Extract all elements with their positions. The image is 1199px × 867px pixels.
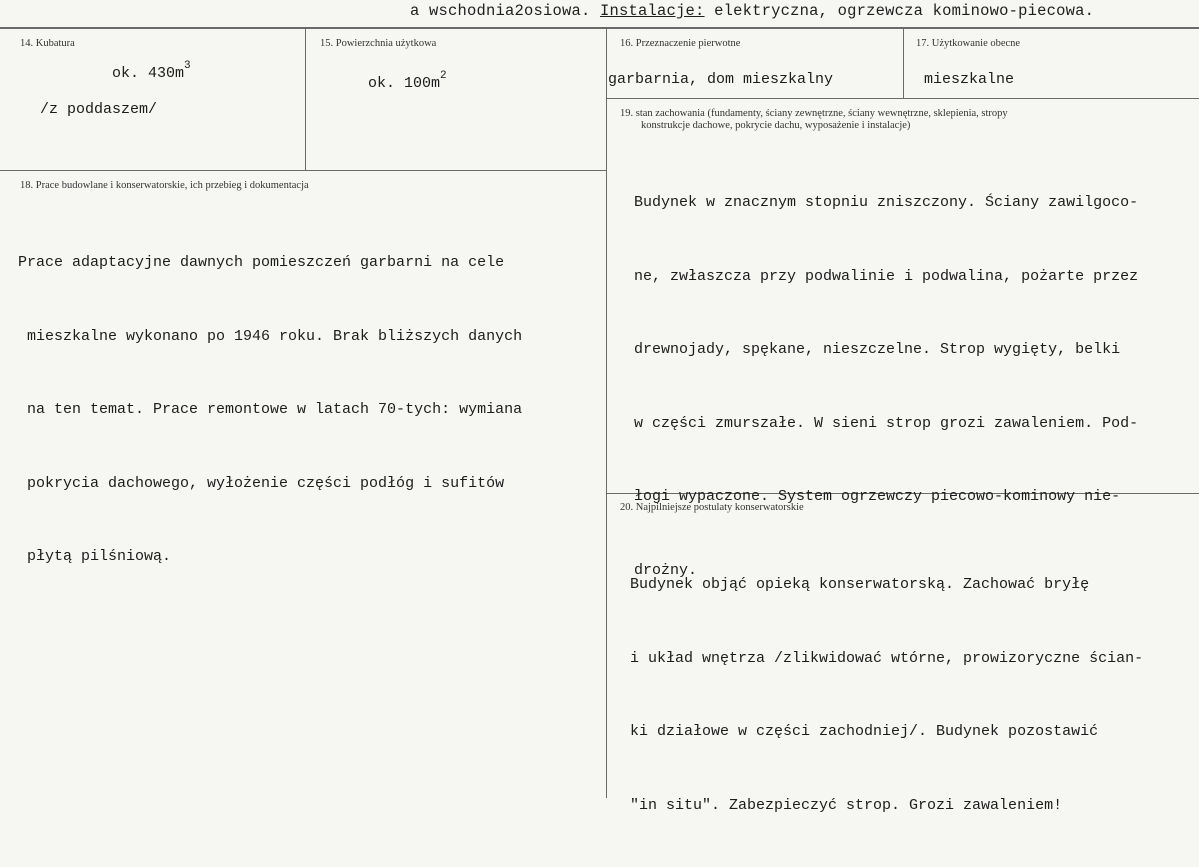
field-15-unit-exponent: 2 [440, 70, 447, 82]
field-15-label: 15. Powierzchnia użytkowa [320, 38, 437, 49]
field-20-line: Budynek objąć opieką konserwatorską. Zachować bryłę [630, 576, 1090, 593]
field-20-line: ki działowe w części zachodniej/. Budynek pozostawić [630, 723, 1099, 740]
rule-after-row1 [0, 170, 606, 171]
field-15-value [368, 70, 447, 94]
field-17-label: 17. Użytkowanie obecne [916, 38, 1021, 49]
field-18-line: Prace adaptacyjne dawnych pomieszczeń garbarni na cele [18, 254, 505, 271]
header-suffix: elektryczna, ogrzewcza kominowo-piecowa. [704, 2, 1095, 20]
field-19-line: drożny. [634, 561, 698, 579]
field-20-line: i układ wnętrza /zlikwidować wtórne, prowizoryczne ścian- [630, 649, 1144, 667]
field-18-line: mieszkalne wykonano po 1946 roku. Brak bliższych danych [18, 327, 523, 345]
instalacje-label: Instalacje: [600, 2, 705, 20]
field-14-unit-exponent: 3 [184, 60, 191, 72]
field-14-volume: ok. 430m [112, 65, 185, 82]
field-19-line: ne, zwłaszcza przy podwalinie i podwalina, pożarte przez [634, 267, 1139, 285]
header-prefix: a wschodnia2 [410, 2, 525, 20]
vdiv-16-17 [903, 28, 904, 99]
field-14-value [112, 60, 191, 84]
field-20-label: 20. Najpilniejsze postulaty konserwatorskie [620, 502, 804, 513]
field-19-line: drewnojady, spękane, nieszczelne. Strop wygięty, belki [634, 341, 1121, 358]
field-20-text [630, 524, 1143, 867]
field-15-area: ok. 100m [368, 75, 441, 92]
field-18-text [18, 202, 522, 619]
field-17-value: mieszkalne [924, 71, 1015, 88]
field-19-label-line2: konstrukcje dachowe, pokrycie dachu, wyposażenie i instalacje) [641, 120, 911, 131]
header-text [410, 0, 1094, 22]
field-14-note: /z poddaszem/ [40, 101, 158, 118]
vdiv-main [606, 28, 607, 798]
field-18-line: pokrycia dachowego, wyłożenie części podłóg i sufitów [18, 474, 505, 492]
field-18-label: 18. Prace budowlane i konserwatorskie, ich przebieg i dokumentacja [20, 180, 309, 191]
vdiv-14-15 [305, 28, 306, 171]
field-19-line: łogi wypaczone. System ogrzewczy piecowo-kominowy nie- [634, 488, 1121, 505]
top-rule [0, 27, 1199, 29]
field-18-line: płytą pilśniową. [18, 548, 172, 565]
field-19-label-line1: 19. stan zachowania (fundamenty, ściany zewnętrzne, ściany wewnętrzne, sklepienia, stropy [620, 108, 1008, 119]
field-16-label: 16. Przeznaczenie pierwotne [620, 38, 741, 49]
field-20-line: "in situ". Zabezpieczyć strop. Grozi zawaleniem! [630, 796, 1063, 814]
field-19-line: w części zmurszałe. W sieni strop grozi zawaleniem. Pod- [634, 414, 1139, 432]
field-16-value: garbarnia, dom mieszkalny [608, 71, 834, 88]
field-18-line: na ten temat. Prace remontowe w latach 70-tych: wymiana [18, 401, 523, 418]
field-14-label: 14. Kubatura [20, 38, 75, 49]
field-19-line: Budynek w znacznym stopniu zniszczony. Ściany zawilgoco- [634, 194, 1139, 211]
header-mid: osiowa. [524, 2, 601, 20]
